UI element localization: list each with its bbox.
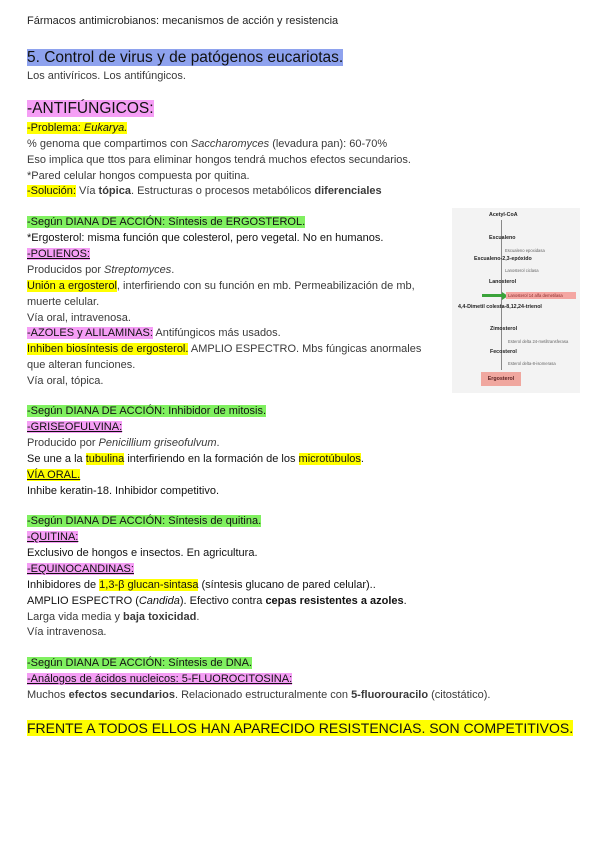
pared-line: *Pared celular hongos compuesta por quitina. [27, 170, 250, 182]
via-oral-iv-line: Vía oral, intravenosa. [27, 312, 131, 324]
union-line: Unión a ergosterol, interfiriendo con su función en mb. Permeabilización de mb, [27, 280, 415, 292]
enzyme-demetilasa: Lanosterol 14 alfa demetilasa [506, 292, 576, 299]
implica-line: Eso implica que ttos para eliminar hongos tendrá muchos efectos secundarios. [27, 154, 411, 166]
node-zimosterol: Zimosterol [490, 326, 518, 332]
node-fecosterol: Fecosterol [490, 349, 517, 355]
enzyme-isomerasa: Esterol delta-8-isomerasa [508, 361, 556, 366]
section-subtitle: Los antivíricos. Los antifúngicos. [27, 70, 186, 82]
muchos-efectos-line: Muchos efectos secundarios. Relacionado estructuralmente con 5-fluorouracilo (citostático). [27, 689, 491, 701]
azoles-line: -AZOLES y ALILAMINAS: Antifúngicos más usados. [27, 327, 281, 339]
ergosterol-pathway-diagram [452, 208, 580, 393]
antifungicos-heading: -ANTIFÚNGICOS: [27, 100, 154, 117]
larga-vida-line: Larga vida media y baja toxicidad. [27, 611, 200, 623]
via-iv-line: Vía intravenosa. [27, 626, 107, 638]
dna-diana: -Según DIANA DE ACCIÓN: Síntesis de DNA. [27, 657, 252, 669]
node-epoxido: Escualeno-2,3-epóxido [474, 256, 532, 262]
node-ergosterol: Ergosterol [481, 372, 521, 386]
genoma-line: % genoma que compartimos con Saccharomyces (levadura pan): 60-70% [27, 138, 388, 150]
via-oral-top-line: Vía oral, tópica. [27, 375, 104, 387]
section-title-text: 5. Control de virus y de patógenos eucariotas. [27, 49, 344, 66]
final-conclusion: FRENTE A TODOS ELLOS HAN APARECIDO RESISTENCIAS. SON COMPETITIVOS. [27, 720, 574, 736]
ergosterol-diana: -Según DIANA DE ACCIÓN: Síntesis de ERGOSTEROL. [27, 216, 306, 228]
solucion-line: -Solución: Vía tópica. Estructuras o procesos metabólicos diferenciales [27, 185, 382, 197]
node-acetyl-coa: Acetyl-CoA [489, 212, 518, 218]
inhiben-line: Inhiben biosíntesis de ergosterol. AMPLIO ESPECTRO. Mbs fúngicas anormales [27, 343, 422, 355]
glucan-sintasa-line: Inhibidores de 1,3-β glucan-sintasa (síntesis glucano de pared celular).. [27, 579, 376, 591]
enzyme-ciclasa: Lanosterol ciclasa [505, 268, 539, 273]
enzyme-metiltransferasa: Esterol delta 24-metiltransferasa [508, 339, 569, 344]
node-lanosterol: Lanosterol [489, 279, 517, 285]
azole-arrow [482, 294, 502, 297]
mitosis-diana: -Según DIANA DE ACCIÓN: Inhibidor de mitosis. [27, 405, 267, 417]
alteran-line: que alteran funciones. [27, 359, 136, 371]
muerte-line: muerte celular. [27, 296, 100, 308]
exclusivo-line: Exclusivo de hongos e insectos. En agricultura. [27, 547, 258, 559]
page-header: Fármacos antimicrobianos: mecanismos de acción y resistencia [27, 15, 339, 27]
penicillium-line: Producido por Penicillium griseofulvum. [27, 437, 220, 449]
quitina-diana: -Según DIANA DE ACCIÓN: Síntesis de quitina. [27, 515, 262, 527]
quitina-heading: -QUITINA: [27, 531, 79, 543]
via-oral-heading: VÍA ORAL. [27, 469, 81, 481]
analogos-heading: -Análogos de ácidos nucleicos: 5-FLUOROCITOSINA: [27, 673, 293, 685]
tubulina-line: Se une a la tubulina interfiriendo en la formación de los microtúbulos. [27, 453, 364, 465]
ergosterol-desc: *Ergosterol: misma función que colesterol, pero vegetal. No en humanos. [27, 232, 384, 244]
griseofulvina-heading: -GRISEOFULVINA: [27, 421, 123, 433]
producidos-line: Producidos por Streptomyces. [27, 264, 175, 276]
keratin-line: Inhibe keratin-18. Inhibidor competitivo. [27, 485, 219, 497]
section-title [27, 48, 343, 68]
node-escualeno: Escualeno [489, 235, 516, 241]
polienos-heading: -POLIENOS: [27, 248, 90, 260]
equinocandinas-heading: -EQUINOCANDINAS: [27, 563, 134, 575]
amplio-espectro-line: AMPLIO ESPECTRO (Candida). Efectivo contra cepas resistentes a azoles. [27, 595, 407, 607]
enzyme-epoxidasa: Escualeno epoxidasa [505, 248, 545, 253]
problema-line: -Problema: Eukarya. [27, 122, 128, 134]
node-trienol: 4,4-Dimetil colesta-8,12,24-trienol [458, 304, 542, 310]
